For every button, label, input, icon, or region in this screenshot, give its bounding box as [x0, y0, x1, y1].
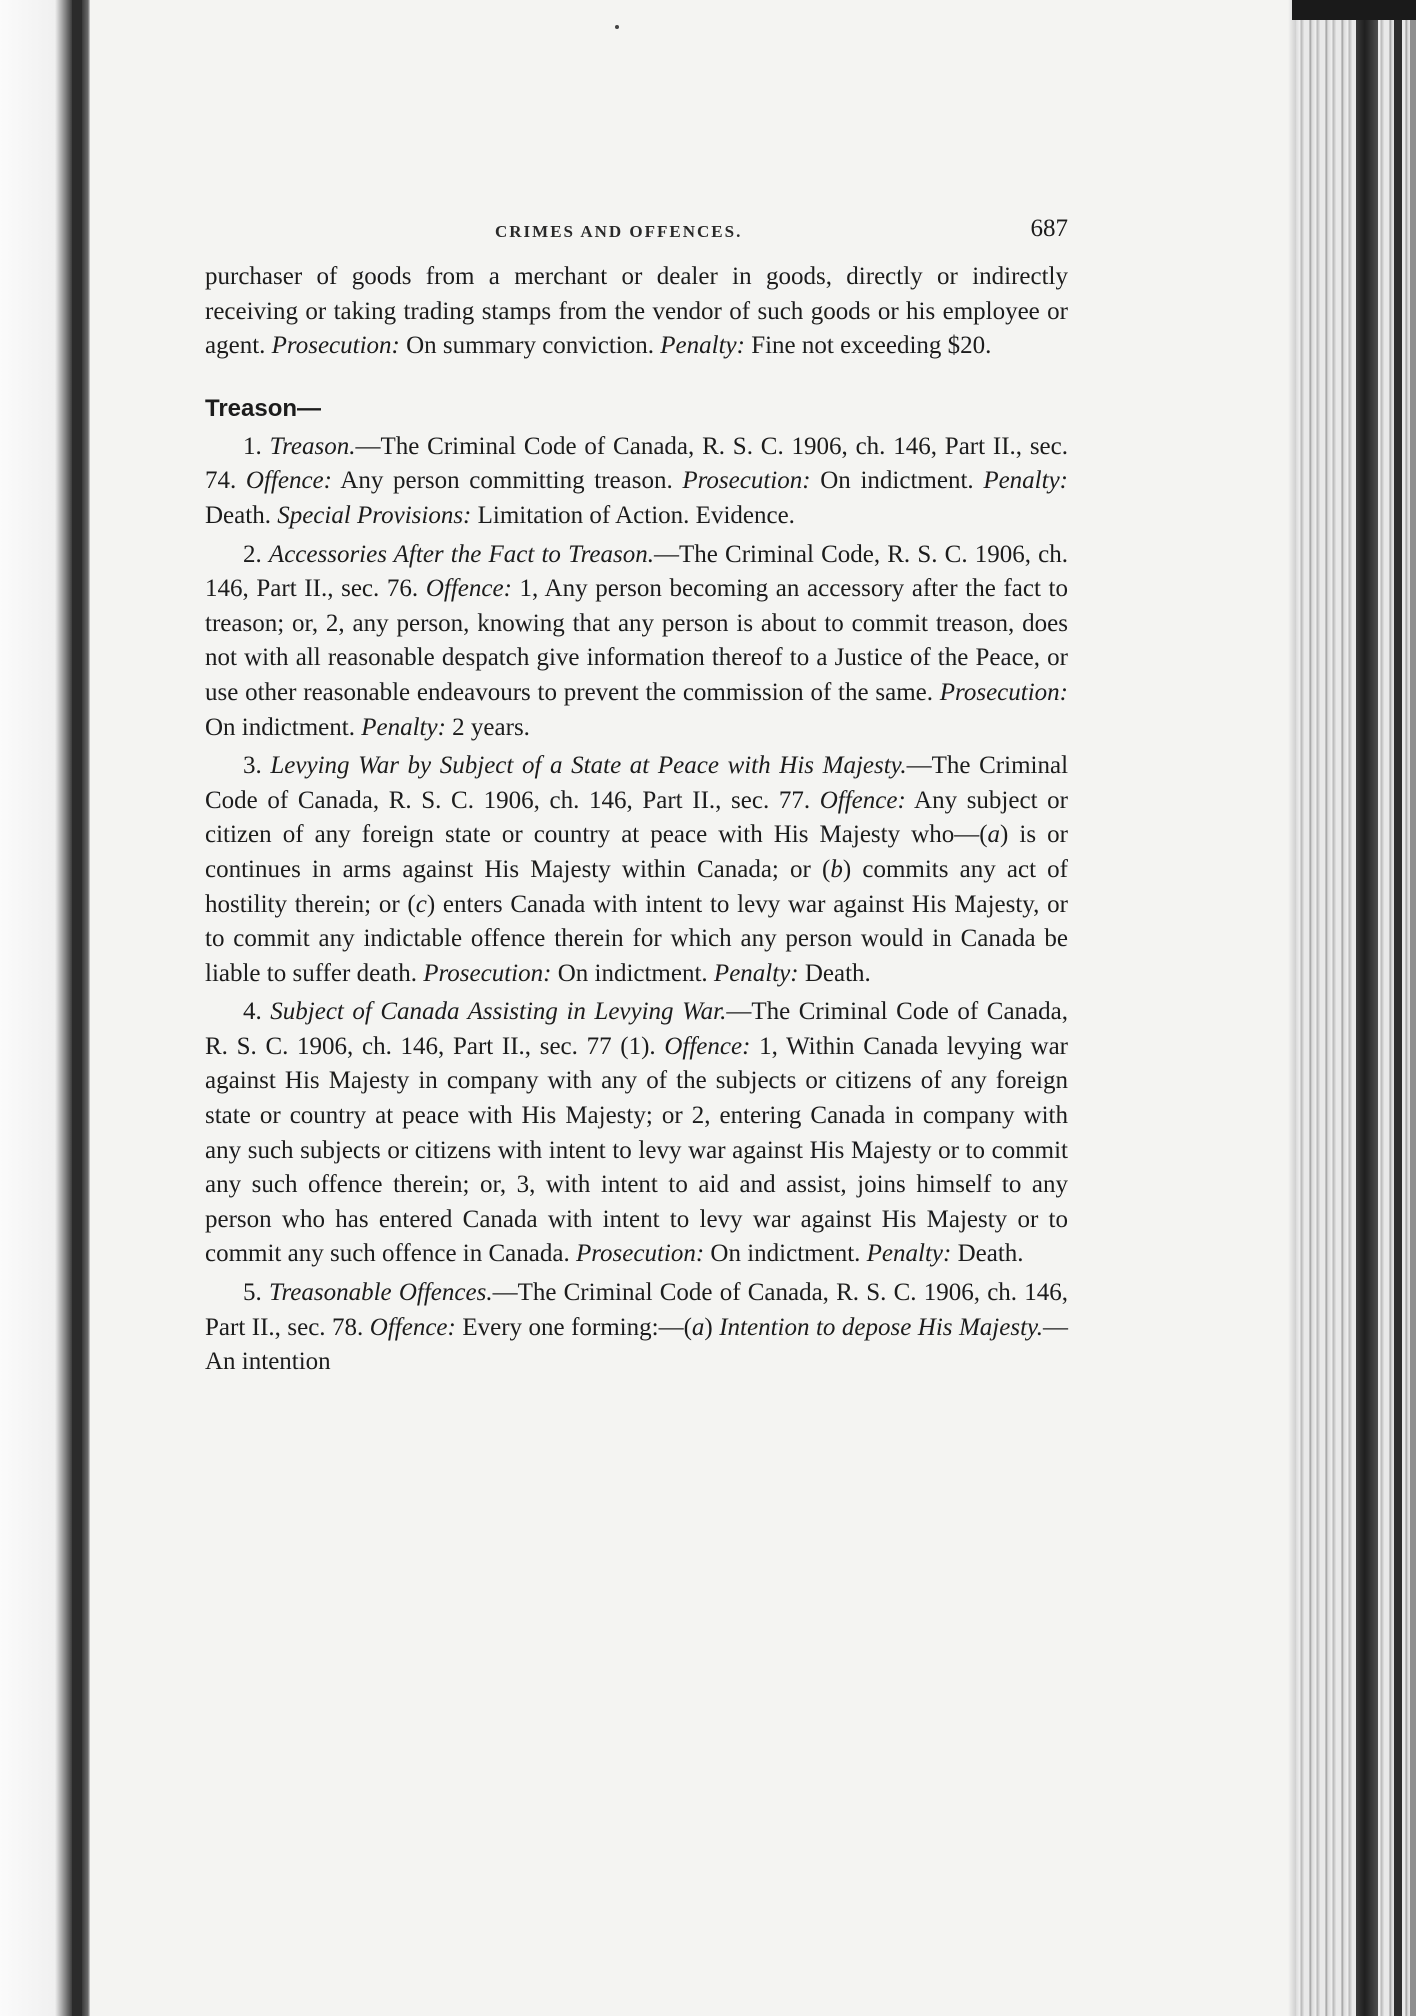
scan-top-corner	[1292, 0, 1416, 20]
entry-title: Levying War by Subject of a State at Peace with His Majesty.	[270, 752, 907, 780]
entry-title: Subject of Canada Assisting in Levying War.	[270, 998, 727, 1026]
entry-5: 5. Treasonable Offences.—The Criminal Code of Canada, R. S. C. 1906, ch. 146, Part II., sec. 78. Offence: Every one forming:—(a) Intention to depose His Majesty.—An intention	[205, 1279, 1068, 1376]
running-head	[205, 210, 1068, 260]
prosecution-label: Prosecution:	[271, 332, 400, 360]
scan-left-edge	[0, 0, 90, 2016]
entry-title: Treasonable Offences.	[268, 1279, 493, 1307]
section-heading: Treason—	[205, 394, 322, 422]
entry-title: Treason.	[269, 432, 356, 460]
book-page	[205, 210, 1068, 1380]
entry-title: Accessories After the Fact to Treason.	[268, 540, 654, 568]
intro-paragraph: purchaser of goods from a merchant or dealer in goods, directly or indirectly receiving or taking trading stamps from the vendor of such goods or his employee or agent. Prosecution: On summary conviction. Penalty: Fine not exceeding $20.	[205, 263, 1068, 360]
scan-speck	[615, 25, 619, 29]
entry-subtitle: Intention to depose His Majesty.	[719, 1313, 1043, 1341]
penalty-label: Penalty:	[660, 332, 745, 360]
entry-2: 2. Accessories After the Fact to Treason.—The Criminal Code, R. S. C. 1906, ch. 146, Part II., sec. 76. Offence: 1, Any person becoming an accessory after the fact to treason; or, 2, any person, knowing that any person is about to commit treason, does not with all reasonable despatch give information thereof to a Justice of the Peace, or use other reasonable endeavours to prevent the commission of the same. Prosecution: On indictment. Penalty: 2 years.	[205, 540, 1069, 741]
entry-3: 3. Levying War by Subject of a State at Peace with His Majesty.—The Criminal Code of Canada, R. S. C. 1906, ch. 146, Part II., sec. 77. Offence: Any subject or citizen of any foreign state or country at peace with His Majesty who—(a) is or continues in arms against His Majesty within Canada; or (b) commits any act of hostility therein; or (c) enters Canada with intent to levy war against His Majesty, or to commit any indictable offence therein for which any person would in Canada be liable to suffer death. Prosecution: On indictment. Penalty: Death.	[205, 752, 1069, 987]
entry-4: 4. Subject of Canada Assisting in Levying War.—The Criminal Code of Canada, R. S. C. 1906, ch. 146, Part II., sec. 77 (1). Offence: 1, Within Canada levying war against His Majesty in company with any of the subjects or citizens of any foreign state or country at peace with His Majesty; or 2, entering Canada in company with any such subjects or citizens with intent to levy war against His Majesty or to commit any such offence therein; or, 3, with intent to aid and assist, joins himself to any person who has entered Canada with intent to levy war against His Majesty or to commit any such offence in Canada. Prosecution: On indictment. Penalty: Death.	[205, 998, 1068, 1268]
book-page-edges	[1288, 0, 1416, 2016]
page-number: 687	[1030, 215, 1068, 242]
running-title: CRIMES AND OFFENCES.	[495, 222, 743, 241]
entry-1: 1. Treason.—The Criminal Code of Canada, R. S. C. 1906, ch. 146, Part II., sec. 74. Offence: Any person committing treason. Prosecution: On indictment. Penalty: Death. Special Provisions: Limitation of Action. Evidence.	[205, 432, 1069, 529]
